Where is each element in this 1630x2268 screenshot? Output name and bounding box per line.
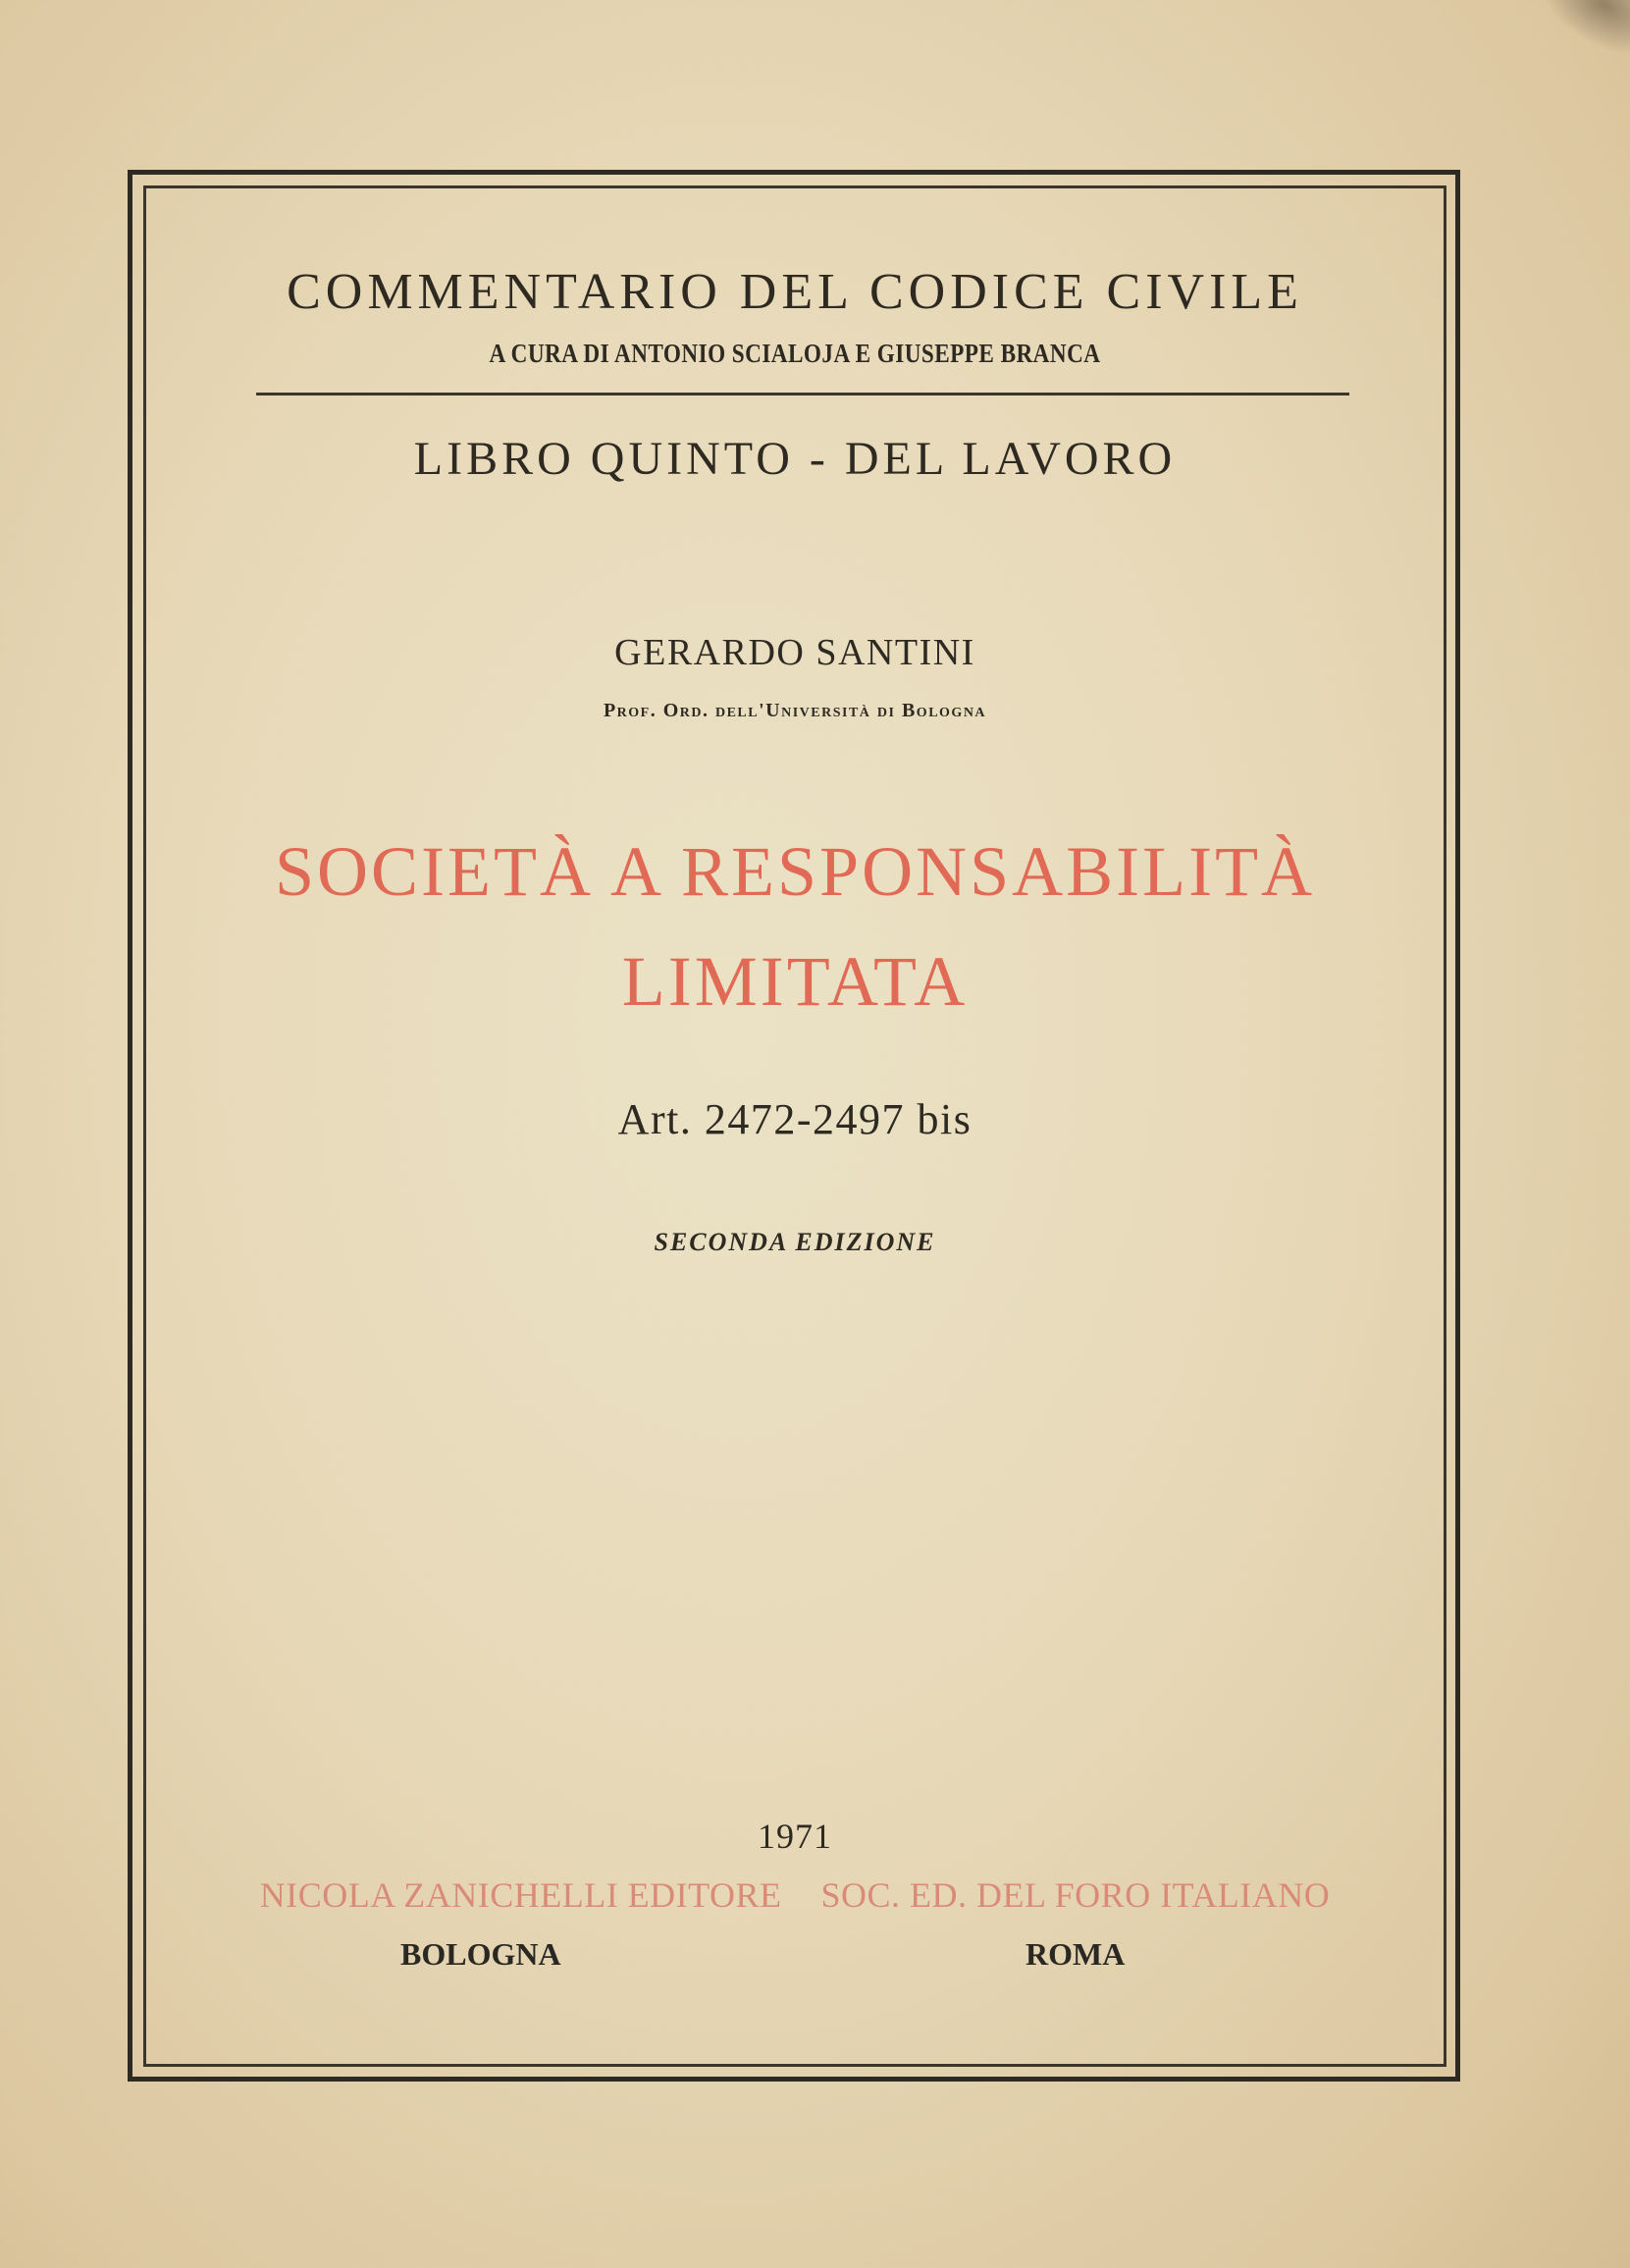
book-title-line-1: SOCIETÀ A RESPONSABILITÀ bbox=[274, 832, 1316, 911]
city-right: ROMA bbox=[1025, 1936, 1126, 1972]
editors-credit: A CURA DI ANTONIO SCIALOJA E GIUSEPPE BRANCA bbox=[489, 339, 1101, 368]
corner-smudge bbox=[1523, 0, 1630, 64]
articles-range: Art. 2472-2497 bis bbox=[617, 1095, 973, 1143]
author-affiliation: Prof. Ord. dell'Università di Bologna bbox=[603, 700, 987, 721]
publisher-right: SOC. ED. DEL FORO ITALIANO bbox=[820, 1875, 1331, 1915]
author-name: GERARDO SANTINI bbox=[614, 632, 975, 673]
series-title: COMMENTARIO DEL CODICE CIVILE bbox=[287, 264, 1303, 320]
edition-label: SECONDA EDIZIONE bbox=[654, 1228, 936, 1256]
publisher-left: NICOLA ZANICHELLI EDITORE bbox=[259, 1875, 782, 1915]
city-left: BOLOGNA bbox=[400, 1936, 561, 1972]
book-title-line-2: LIMITATA bbox=[621, 942, 969, 1021]
horizontal-rule bbox=[256, 393, 1349, 396]
book-section: LIBRO QUINTO - DEL LAVORO bbox=[413, 433, 1177, 485]
publication-year: 1971 bbox=[758, 1817, 832, 1856]
publishers-line bbox=[143, 1874, 1446, 1916]
